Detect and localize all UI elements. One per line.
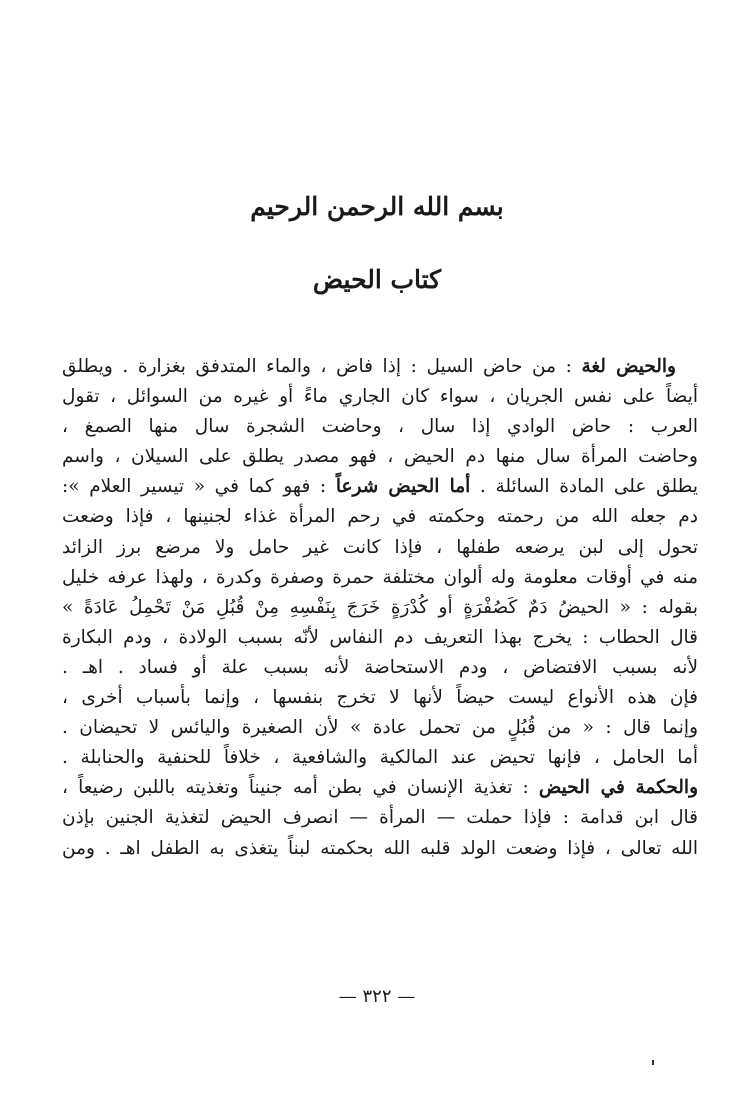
text-line-17: الله تعالى ، فإذا وضعت الولد قلبه الله بحكمته لبناً يتغذى به الطفل اهـ . ومن xyxy=(62,837,698,859)
text-line-16: قال ابن قدامة : فإذا حملت — المرأة — انصرف الحيض لتغذية الجنين بإذن xyxy=(62,807,698,829)
text-segment: : فهو كما في « تيسير العلام »: xyxy=(62,476,336,498)
text-segment: : تغذية الإنسان في بطن أمه جنيناً وتغذيته باللبن رضيعاً ، xyxy=(62,777,539,799)
page-number: — ٣٢٢ — xyxy=(338,986,416,1007)
term-heading-hikma: والحكمة في الحيض xyxy=(538,777,698,799)
text-line-13: وإنما قال : « من قُبُلٍ من تحمل عادة » لأن الصغيرة واليائس لا تحيضان . xyxy=(62,717,698,739)
text-line-15 xyxy=(62,773,698,803)
text-line-7: تحول إلى لبن يرضعه طفلها ، فإذا كانت غير حامل ولا مرضع برز الزائد xyxy=(62,536,698,558)
text-segment: : من حاض السيل : إذا فاض ، والماء المتدفق بغزارة . ويطلق xyxy=(62,356,582,377)
text-line-6: دم جعله الله من رحمته وحكمته في رحم المرأة غذاء لجنينها ، فإذا وضعت xyxy=(62,506,698,528)
text-line-8: منه في أوقات معلومة وله ألوان مختلفة حمرة وصفرة وكدرة ، ولهذا عرفه خليل xyxy=(62,566,698,588)
text-line-5 xyxy=(62,472,698,502)
text-line-4: وحاضت المرأة سال منها دم الحيض ، فهو مصدر يطلق على السيلان ، واسم xyxy=(62,446,698,468)
chapter-title: كتاب الحيض xyxy=(312,265,442,294)
text-line-3: العرب : حاض الوادي إذا سال ، وحاضت الشجرة سال منها الصمغ ، xyxy=(62,416,698,438)
text-line-11: لأنه بسبب الافتضاض ، ودم الاستحاضة لأنه بسبب علة أو فساد . اهـ . xyxy=(62,656,698,678)
text-line-9: بقوله : « الحيضُ دَمٌ كَصُفْرَةٍ أو كُدْرَةٍ خَرَجَ بِنَفْسِهِ مِنْ قُبُلِ مَنْ تَحْمِلُ عَادَةً » xyxy=(62,596,698,618)
text-segment: يطلق على المادة السائلة . xyxy=(470,476,698,498)
text-line-12: فإن هذه الأنواع ليست حيضاً لأنها لا تخرج بنفسها ، وإنما بأسباب أخرى ، xyxy=(62,687,698,709)
text-line-14: أما الحامل ، فإنها تحيض عند المالكية والشافعية ، خلافاً للحنفية والحنابلة . xyxy=(62,747,698,769)
text-line-1 xyxy=(62,352,698,382)
term-heading-hayd-lugha: والحيض لغة xyxy=(581,356,676,377)
text-line-10: قال الحطاب : يخرج بهذا التعريف دم النفاس لأنّه بسبب الولادة ، ودم البكارة xyxy=(62,626,698,648)
term-heading-hayd-shar: أما الحيض شرعاً xyxy=(335,476,471,498)
text-line-2: أيضاً على نفس الجريان ، سواء كان الجاري ماءً أو غيره من السوائل ، تقول xyxy=(62,386,698,408)
basmala-heading: بسم الله الرحمن الرحيم xyxy=(250,192,504,221)
body-text xyxy=(62,352,698,864)
scan-speck xyxy=(652,1060,654,1065)
